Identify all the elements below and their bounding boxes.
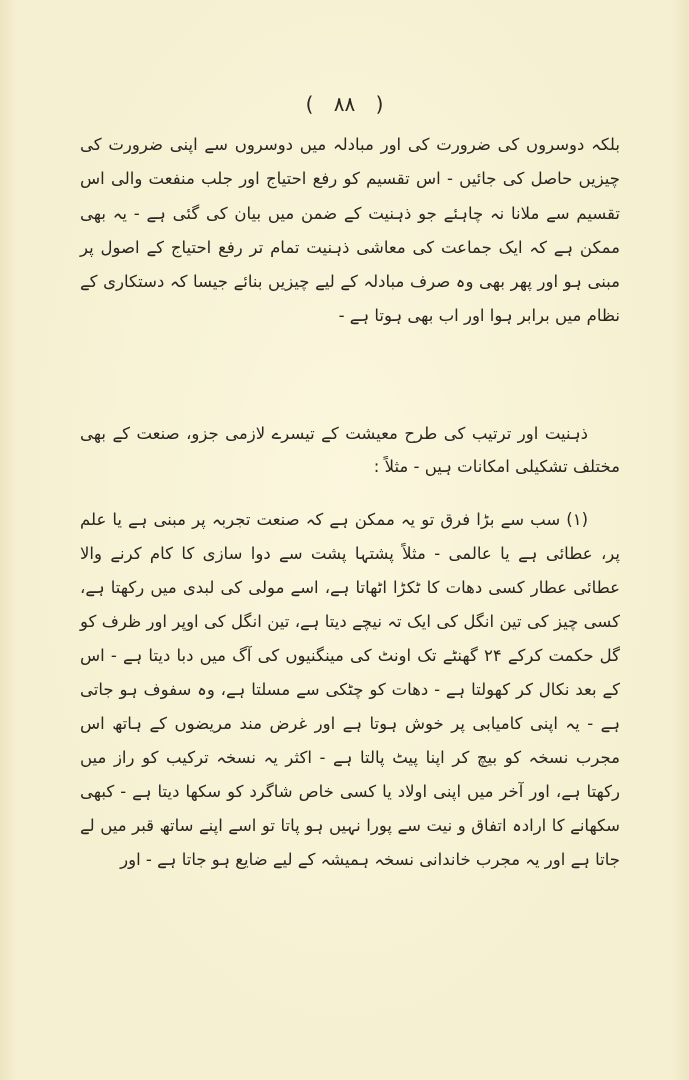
page-number-close-paren: ) xyxy=(375,92,384,116)
page-number-header xyxy=(0,92,689,116)
page-number: ۸۸ xyxy=(333,92,356,116)
paragraph-1: بلکہ دوسروں کی ضرورت کی اور مبادلہ میں دوسروں سے اپنی ضرورت کی چیزیں حاصل کی جائیں - اس تقسیم کو رفع احتیاج اور جلب منفعت والی اس تقسیم سے ملانا نہ چاہئے جو ذہنیت کے ضمن میں بیان کی گئی ہے - یہ بھی ممکن ہے کہ ایک جماعت کی معاشی ذہنیت تمام تر رفع احتیاج کے اصول پر مبنی ہو اور پھر بھی وہ صرف مبادلہ کے لیے چیزیں بنائے جیسا کہ دستکاری کے نظام میں برابر ہوا اور اب بھی ہوتا ہے - xyxy=(80,135,620,326)
paragraph-2-text: ذہنیت اور ترتیب کی طرح معیشت کے تیسرے لازمی جزو، صنعت کے بھی مختلف تشکیلی امکانات ہیں - مثلاً : xyxy=(80,424,620,476)
paragraph-2 xyxy=(80,417,620,483)
paragraph-3-text: (۱) سب سے بڑا فرق تو یہ ممکن ہے کہ صنعت تجربہ پر مبنی ہے یا علم پر، عطائی ہے یا عالمی - مثلاً پشتہا پشت سے دوا سازی کا کام کرنے والا عطائی عطار کسی دھات کا ٹکڑا اٹھاتا ہے، اسے مولی کی لبدی میں رکھتا ہے، کسی چیز کی تین انگل کی ایک تہ نیچے دیتا ہے، تین انگل کی اوپر اور ظرف کو گل حکمت کرکے ۲۴ گھنٹے تک اونٹ کی مینگنیوں کی آگ میں دبا دیتا ہے - اس کے بعد نکال کر کھولتا ہے - دھات کو چٹکی سے مسلتا ہے، وہ سفوف ہو جاتی ہے - یہ اپنی کامیابی پر خوش ہوتا ہے اور غرض مند مریضوں کے ہاتھ اس مجرب نسخہ کو بیچ کر اپنا پیٹ پالتا ہے - اکثر یہ نسخہ ترکیب کو راز میں رکھتا ہے، اور آخر میں اپنی اولاد یا کسی خاص شاگرد کو سکھا دیتا ہے - کبھی سکھانے کا ارادہ اتفاق و نیت سے پورا نہیں ہو پاتا تو اسے اپنے ساتھ قبر میں لے جاتا ہے اور یہ مجرب خاندانی نسخہ ہمیشہ کے لیے ضایع ہو جاتا ہے - اور xyxy=(80,510,621,869)
page-number-open-paren: ( xyxy=(305,92,314,116)
paragraph-3 xyxy=(80,503,620,877)
